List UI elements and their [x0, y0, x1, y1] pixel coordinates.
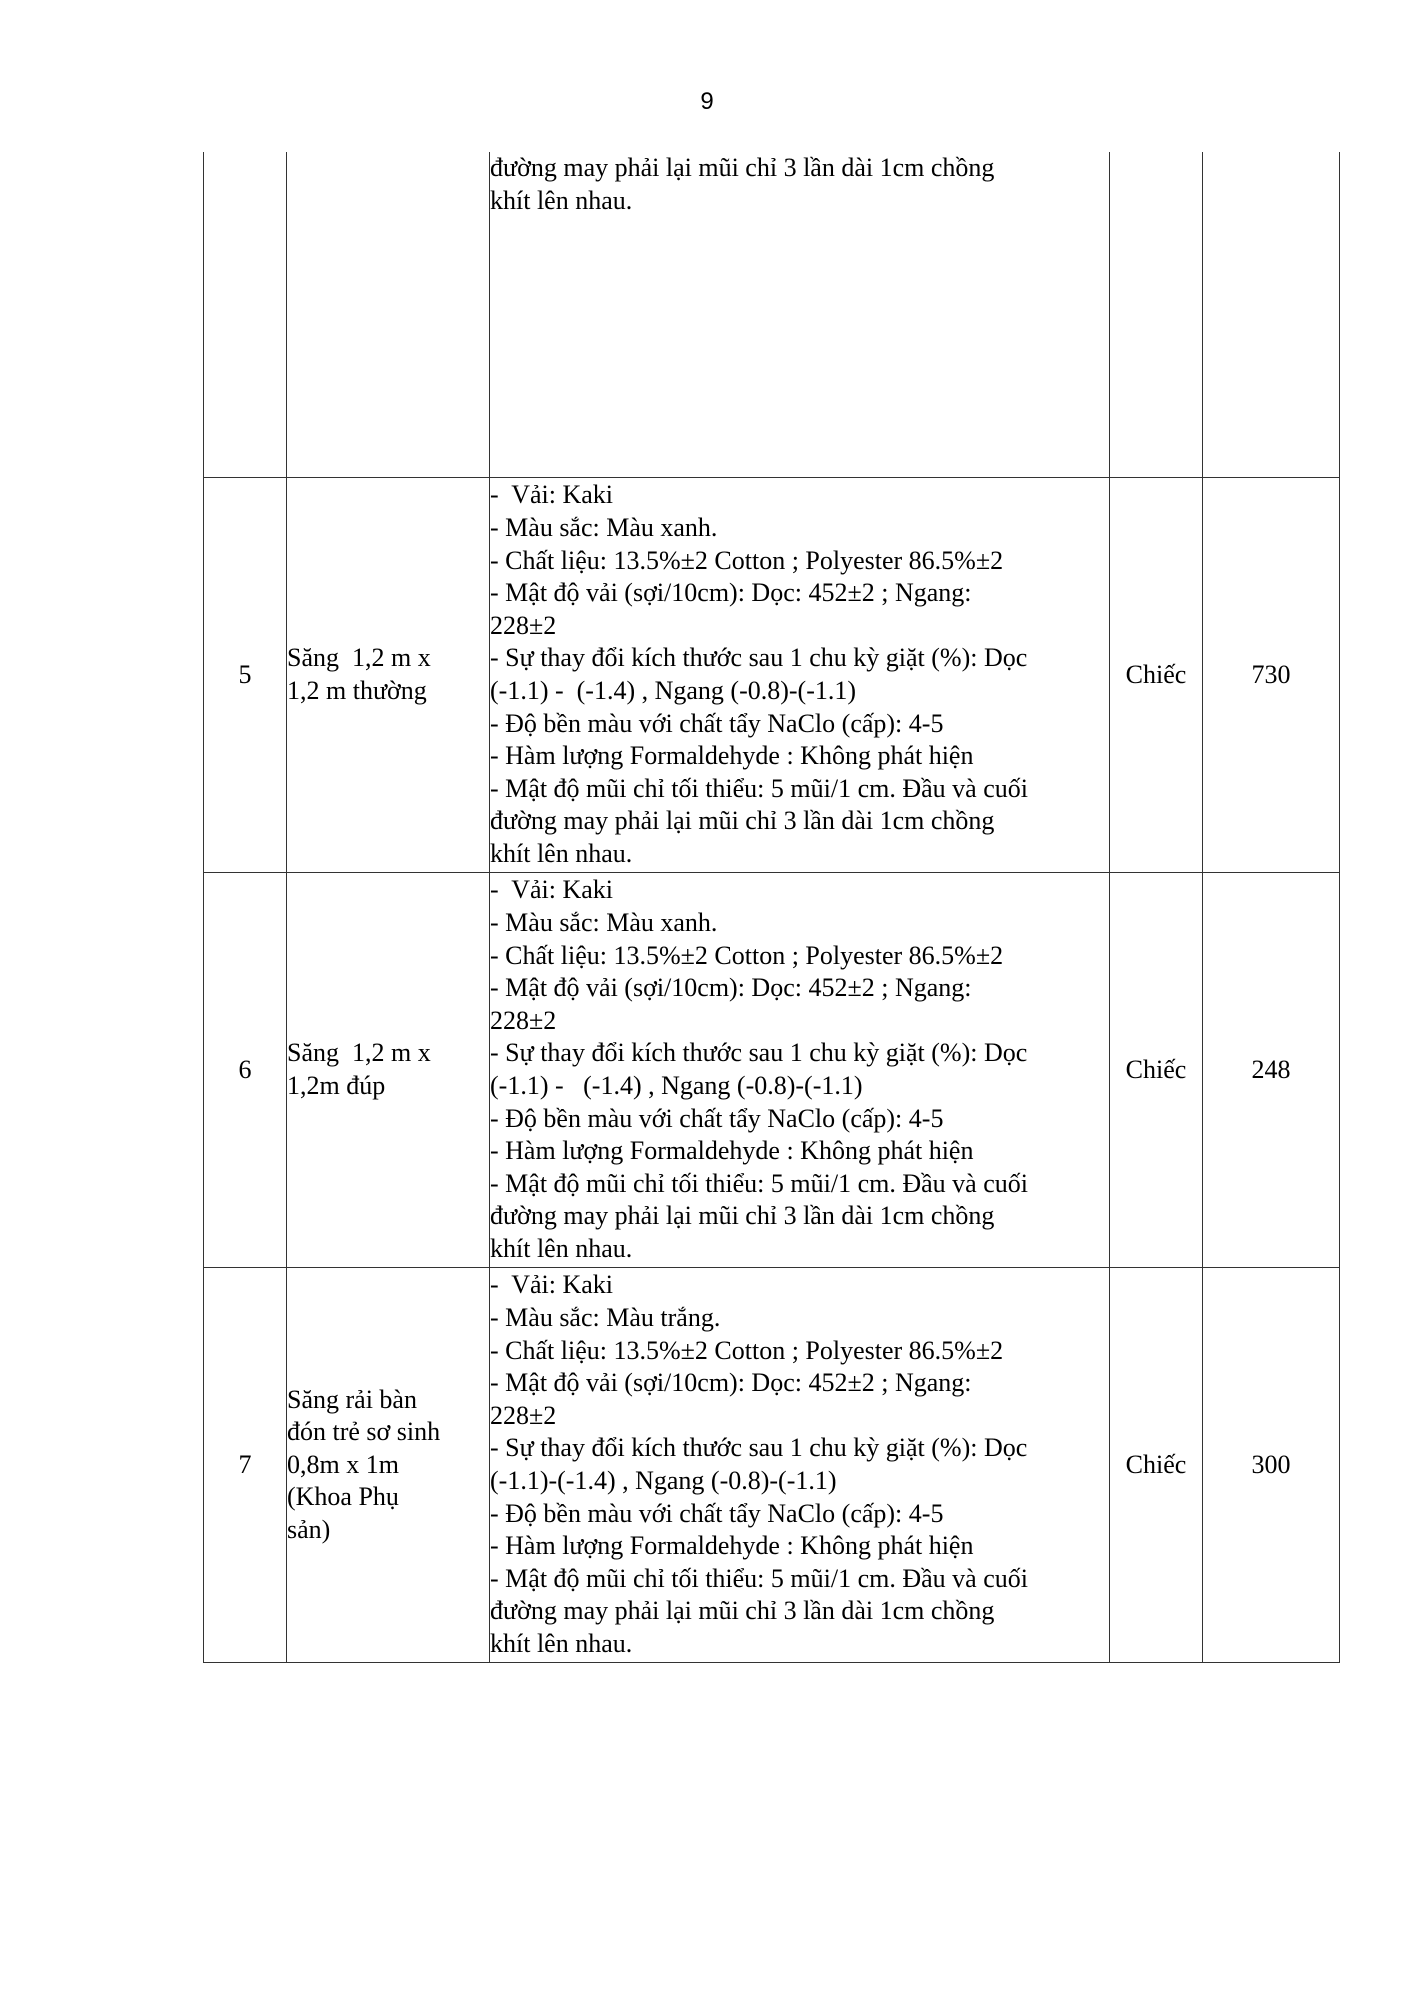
description-line: - Độ bền màu với chất tẩy NaClo (cấp): 4-5: [490, 1498, 944, 1528]
item-name-line: Săng 1,2 m x: [287, 643, 431, 673]
stt-cell: 6: [204, 873, 287, 1268]
unit-cell: Chiếc: [1110, 1268, 1203, 1663]
quantity-cell: 300: [1203, 1268, 1340, 1663]
description-line: - Sự thay đổi kích thước sau 1 chu kỳ giặt (%): Dọc: [490, 1038, 1028, 1068]
item-name-cell: [287, 152, 490, 478]
description-line: - Độ bền màu với chất tẩy NaClo (cấp): 4-5: [490, 1103, 944, 1133]
stt-cell: [204, 152, 287, 478]
item-name-line: 1,2 m thường: [287, 676, 427, 705]
description-line: - Màu sắc: Màu trắng.: [490, 1303, 721, 1333]
description-line: 228±2: [490, 610, 557, 640]
description-line: 228±2: [490, 1400, 557, 1430]
table-row: [204, 1268, 1340, 1663]
description-line: - Mật độ mũi chỉ tối thiểu: 5 mũi/1 cm. Đầu và cuối: [490, 1563, 1028, 1593]
item-name-cell: [287, 1268, 490, 1663]
description-line: khít lên nhau.: [490, 1233, 633, 1263]
item-name-cell: [287, 478, 490, 873]
table-row: [204, 478, 1340, 873]
description-line: khít lên nhau.: [490, 1628, 633, 1658]
description-line: - Hàm lượng Formaldehyde : Không phát hiện: [490, 1136, 974, 1166]
description-line: - Chất liệu: 13.5%±2 Cotton ; Polyester 86.5%±2: [490, 545, 1004, 575]
description-line: - Mật độ vải (sợi/10cm): Dọc: 452±2 ; Ngang:: [490, 578, 972, 608]
table-row-continued: [204, 152, 1340, 478]
quantity-cell: 248: [1203, 873, 1340, 1268]
description-cell: [490, 478, 1110, 873]
description-line: đường may phải lại mũi chỉ 3 lần dài 1cm chồng: [490, 1201, 995, 1231]
description-line: - Vải: Kaki: [490, 1270, 613, 1300]
description-line: - Mật độ mũi chỉ tối thiểu: 5 mũi/1 cm. Đầu và cuối: [490, 1168, 1028, 1198]
description-line: khít lên nhau.: [490, 185, 633, 215]
item-name-line: sản): [287, 1514, 331, 1544]
description-line: đường may phải lại mũi chỉ 3 lần dài 1cm chồng: [490, 153, 995, 182]
description-cell: [490, 1268, 1110, 1663]
item-name-line: Săng rải bàn: [287, 1384, 417, 1414]
description-line: (-1.1) - (-1.4) , Ngang (-0.8)-(-1.1): [490, 676, 857, 705]
quantity-cell: [1203, 152, 1340, 478]
description-line: - Độ bền màu với chất tẩy NaClo (cấp): 4-5: [490, 708, 944, 738]
description-line: đường may phải lại mũi chỉ 3 lần dài 1cm chồng: [490, 1596, 995, 1626]
description-line: - Chất liệu: 13.5%±2 Cotton ; Polyester 86.5%±2: [490, 940, 1004, 970]
item-name-line: 1,2m đúp: [287, 1071, 386, 1100]
description-line: - Sự thay đổi kích thước sau 1 chu kỳ giặt (%): Dọc: [490, 1433, 1028, 1463]
stt-cell: 5: [204, 478, 287, 873]
page-number: 9: [700, 88, 714, 115]
item-name-line: 0,8m x 1m: [287, 1449, 399, 1479]
description-line: - Sự thay đổi kích thước sau 1 chu kỳ giặt (%): Dọc: [490, 643, 1028, 673]
unit-cell: Chiếc: [1110, 478, 1203, 873]
description-cell: [490, 873, 1110, 1268]
description-line: - Vải: Kaki: [490, 480, 613, 510]
item-name-line: đón trẻ sơ sinh: [287, 1417, 441, 1447]
unit-cell: Chiếc: [1110, 873, 1203, 1268]
description-line: - Mật độ vải (sợi/10cm): Dọc: 452±2 ; Ngang:: [490, 1368, 972, 1398]
table-row: [204, 873, 1340, 1268]
quantity-cell: 730: [1203, 478, 1340, 873]
description-line: đường may phải lại mũi chỉ 3 lần dài 1cm chồng: [490, 806, 995, 836]
description-line: - Mật độ vải (sợi/10cm): Dọc: 452±2 ; Ngang:: [490, 973, 972, 1003]
description-line: - Chất liệu: 13.5%±2 Cotton ; Polyester 86.5%±2: [490, 1335, 1004, 1365]
description-cell: [490, 152, 1110, 478]
description-line: (-1.1) - (-1.4) , Ngang (-0.8)-(-1.1): [490, 1071, 863, 1100]
description-line: (-1.1)-(-1.4) , Ngang (-0.8)-(-1.1): [490, 1466, 837, 1495]
stt-cell: 7: [204, 1268, 287, 1663]
description-line: - Màu sắc: Màu xanh.: [490, 513, 718, 543]
description-line: khít lên nhau.: [490, 838, 633, 868]
description-line: - Mật độ mũi chỉ tối thiểu: 5 mũi/1 cm. Đầu và cuối: [490, 773, 1028, 803]
description-line: - Hàm lượng Formaldehyde : Không phát hiện: [490, 741, 974, 771]
description-line: - Vải: Kaki: [490, 875, 613, 905]
description-line: - Hàm lượng Formaldehyde : Không phát hiện: [490, 1531, 974, 1561]
specification-table: [203, 152, 1340, 1663]
item-name-line: Săng 1,2 m x: [287, 1038, 431, 1068]
description-line: 228±2: [490, 1005, 557, 1035]
item-name-line: (Khoa Phụ: [287, 1482, 399, 1512]
item-name-cell: [287, 873, 490, 1268]
description-line: - Màu sắc: Màu xanh.: [490, 908, 718, 938]
unit-cell: [1110, 152, 1203, 478]
